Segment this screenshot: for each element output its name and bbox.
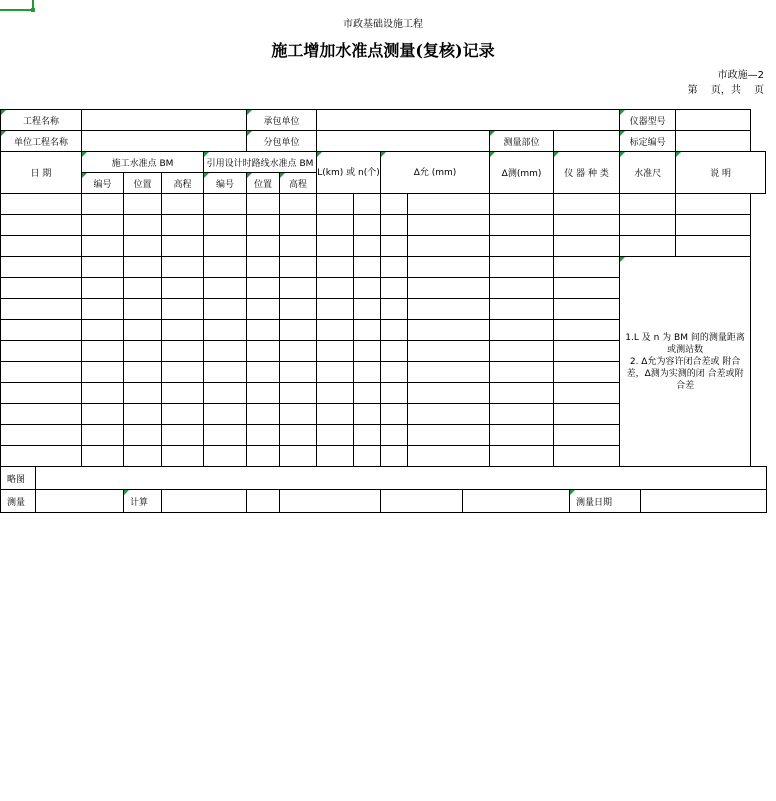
data-cell[interactable] xyxy=(162,215,204,236)
data-cell[interactable] xyxy=(554,404,620,425)
instrument-model-value[interactable] xyxy=(676,110,751,131)
design-bm-header: 引用设计时路线水准点 BM xyxy=(204,152,317,173)
table-row xyxy=(1,194,766,215)
data-cell[interactable] xyxy=(280,425,317,446)
remarks-cell[interactable] xyxy=(676,215,751,236)
data-cell[interactable] xyxy=(381,236,408,257)
data-cell[interactable] xyxy=(408,194,490,215)
data-cell[interactable] xyxy=(490,383,554,404)
data-cell[interactable] xyxy=(381,320,408,341)
remarks-cell[interactable] xyxy=(620,194,676,215)
table-row xyxy=(1,257,766,278)
subcontractor-value[interactable] xyxy=(317,131,490,152)
data-cell[interactable] xyxy=(354,299,381,320)
data-cell[interactable] xyxy=(490,425,554,446)
data-cell[interactable] xyxy=(317,425,354,446)
data-cell[interactable] xyxy=(162,341,204,362)
data-cell[interactable] xyxy=(162,362,204,383)
sketch-label: 略图 xyxy=(1,467,36,490)
data-cell[interactable] xyxy=(381,425,408,446)
data-cell[interactable] xyxy=(354,320,381,341)
data-cell[interactable] xyxy=(354,257,381,278)
data-cell[interactable] xyxy=(1,215,82,236)
data-cell[interactable] xyxy=(554,299,620,320)
data-cell[interactable] xyxy=(204,299,247,320)
data-cell[interactable] xyxy=(82,362,124,383)
calculator-label: 计算 xyxy=(124,490,162,513)
data-cell[interactable] xyxy=(280,320,317,341)
sketch-row xyxy=(1,467,767,490)
data-cell[interactable] xyxy=(408,278,490,299)
data-cell[interactable] xyxy=(204,404,247,425)
data-cell[interactable] xyxy=(381,341,408,362)
data-cell[interactable] xyxy=(162,425,204,446)
data-cell[interactable] xyxy=(408,236,490,257)
data-cell[interactable] xyxy=(381,404,408,425)
data-cell[interactable] xyxy=(381,446,408,467)
data-cell[interactable] xyxy=(408,404,490,425)
data-cell[interactable] xyxy=(317,404,354,425)
data-cell[interactable] xyxy=(554,236,620,257)
data-cell[interactable] xyxy=(490,446,554,467)
blank-cell-1[interactable] xyxy=(247,490,280,513)
data-cell[interactable] xyxy=(162,383,204,404)
data-cell[interactable] xyxy=(317,278,354,299)
data-cell[interactable] xyxy=(204,257,247,278)
data-cell[interactable] xyxy=(162,236,204,257)
data-cell[interactable] xyxy=(490,320,554,341)
data-cell[interactable] xyxy=(1,404,82,425)
data-cell[interactable] xyxy=(162,257,204,278)
construction-bm-header: 施工水准点 BM xyxy=(82,152,204,173)
data-cell[interactable] xyxy=(317,257,354,278)
blank-cell-2[interactable] xyxy=(280,490,381,513)
data-cell[interactable] xyxy=(1,425,82,446)
data-cell[interactable] xyxy=(247,236,280,257)
data-cell[interactable] xyxy=(381,194,408,215)
data-cell[interactable] xyxy=(247,257,280,278)
data-cell[interactable] xyxy=(554,383,620,404)
data-cell[interactable] xyxy=(408,341,490,362)
data-cell[interactable] xyxy=(490,404,554,425)
design-bm-number-header: 编号 xyxy=(204,173,247,194)
data-cell[interactable] xyxy=(490,341,554,362)
data-cell[interactable] xyxy=(354,446,381,467)
remarks-note-line-2: 2. Δ允为容许闭合差或 附合差，Δ测为实测的闭 合差或附合差 xyxy=(626,356,744,391)
data-cell[interactable] xyxy=(247,320,280,341)
instrument-type-header: 仪 器 种 类 xyxy=(554,152,620,194)
table-row xyxy=(1,215,766,236)
calculator-value[interactable] xyxy=(162,490,247,513)
data-cell[interactable] xyxy=(82,215,124,236)
data-cell[interactable] xyxy=(247,362,280,383)
info-row-1 xyxy=(1,110,766,131)
calibration-no-label: 标定编号 xyxy=(620,131,676,152)
data-cell[interactable] xyxy=(280,362,317,383)
unit-project-name-label: 单位工程名称 xyxy=(1,131,82,152)
data-cell[interactable] xyxy=(247,194,280,215)
data-cell[interactable] xyxy=(354,341,381,362)
data-cell[interactable] xyxy=(280,446,317,467)
data-cell[interactable] xyxy=(354,194,381,215)
record-table xyxy=(0,109,766,467)
survey-date-value[interactable] xyxy=(641,490,767,513)
survey-date-label: 测量日期 xyxy=(570,490,641,513)
data-cell[interactable] xyxy=(204,320,247,341)
data-cell[interactable] xyxy=(280,257,317,278)
data-cell[interactable] xyxy=(554,341,620,362)
data-cell[interactable] xyxy=(317,320,354,341)
data-cell[interactable] xyxy=(247,215,280,236)
data-cell[interactable] xyxy=(1,278,82,299)
data-cell[interactable] xyxy=(490,215,554,236)
data-cell[interactable] xyxy=(247,278,280,299)
data-cell[interactable] xyxy=(554,362,620,383)
cell-selection-indicator[interactable] xyxy=(0,0,34,11)
design-bm-position-header: 位置 xyxy=(247,173,280,194)
data-cell[interactable] xyxy=(354,215,381,236)
data-cell[interactable] xyxy=(162,404,204,425)
data-cell[interactable] xyxy=(381,257,408,278)
data-cell[interactable] xyxy=(280,278,317,299)
data-cell[interactable] xyxy=(490,299,554,320)
data-cell[interactable] xyxy=(82,446,124,467)
data-cell[interactable] xyxy=(204,194,247,215)
data-cell[interactable] xyxy=(554,425,620,446)
data-cell[interactable] xyxy=(247,299,280,320)
data-cell[interactable] xyxy=(124,215,162,236)
data-cell[interactable] xyxy=(204,236,247,257)
data-cell[interactable] xyxy=(204,362,247,383)
construction-bm-elevation-header: 高程 xyxy=(162,173,204,194)
data-cell[interactable] xyxy=(317,194,354,215)
data-cell[interactable] xyxy=(82,320,124,341)
data-cell[interactable] xyxy=(554,320,620,341)
data-cell[interactable] xyxy=(204,425,247,446)
table-row xyxy=(1,236,766,257)
data-cell[interactable] xyxy=(247,404,280,425)
data-cell[interactable] xyxy=(204,341,247,362)
design-bm-elevation-header: 高程 xyxy=(280,173,317,194)
data-cell[interactable] xyxy=(408,446,490,467)
data-cell[interactable] xyxy=(280,383,317,404)
data-cell[interactable] xyxy=(354,383,381,404)
data-cell[interactable] xyxy=(204,215,247,236)
leveling-rod-header: 水准尺 xyxy=(620,152,676,194)
contractor-value[interactable] xyxy=(317,110,620,131)
data-cell[interactable] xyxy=(280,404,317,425)
data-cell[interactable] xyxy=(247,341,280,362)
data-cell[interactable] xyxy=(280,215,317,236)
data-cell[interactable] xyxy=(408,383,490,404)
data-cell[interactable] xyxy=(124,425,162,446)
data-cell[interactable] xyxy=(381,215,408,236)
data-cell[interactable] xyxy=(162,299,204,320)
data-cell[interactable] xyxy=(162,278,204,299)
subcontractor-label: 分包单位 xyxy=(247,131,317,152)
data-cell[interactable] xyxy=(280,194,317,215)
remarks-cell[interactable] xyxy=(676,194,751,215)
remarks-cell[interactable] xyxy=(620,215,676,236)
data-cell[interactable] xyxy=(247,446,280,467)
survey-part-value[interactable] xyxy=(554,131,620,152)
data-cell[interactable] xyxy=(490,362,554,383)
sketch-area[interactable] xyxy=(36,467,767,490)
data-cell[interactable] xyxy=(204,446,247,467)
page-title: 施工增加水准点测量(复核)记录 xyxy=(271,41,495,60)
data-cell[interactable] xyxy=(317,236,354,257)
data-cell[interactable] xyxy=(162,446,204,467)
data-cell[interactable] xyxy=(1,257,82,278)
data-cell[interactable] xyxy=(82,299,124,320)
data-cell[interactable] xyxy=(247,383,280,404)
remarks-cell[interactable] xyxy=(676,236,751,257)
data-cell[interactable] xyxy=(82,236,124,257)
data-cell[interactable] xyxy=(124,278,162,299)
data-cell[interactable] xyxy=(490,257,554,278)
data-cell[interactable] xyxy=(354,404,381,425)
data-cell[interactable] xyxy=(82,383,124,404)
data-cell[interactable] xyxy=(317,446,354,467)
data-cell[interactable] xyxy=(408,425,490,446)
data-cell[interactable] xyxy=(124,299,162,320)
data-cell[interactable] xyxy=(124,404,162,425)
data-cell[interactable] xyxy=(354,425,381,446)
date-header: 日 期 xyxy=(1,152,82,194)
data-cell[interactable] xyxy=(381,362,408,383)
data-cell[interactable] xyxy=(1,320,82,341)
data-cell[interactable] xyxy=(490,236,554,257)
data-cell[interactable] xyxy=(82,278,124,299)
data-cell[interactable] xyxy=(1,446,82,467)
remarks-cell[interactable] xyxy=(620,236,676,257)
data-cell[interactable] xyxy=(82,341,124,362)
info-row-2 xyxy=(1,131,766,152)
instrument-model-label: 仪器型号 xyxy=(620,110,676,131)
data-cell[interactable] xyxy=(408,215,490,236)
data-cell[interactable] xyxy=(162,320,204,341)
blank-cell-3[interactable] xyxy=(381,490,463,513)
unit-project-name-value[interactable] xyxy=(82,131,247,152)
data-cell[interactable] xyxy=(354,362,381,383)
remarks-header: 说 明 xyxy=(676,152,766,194)
data-cell[interactable] xyxy=(1,299,82,320)
surveyor-label: 测量 xyxy=(1,490,36,513)
data-cell[interactable] xyxy=(1,236,82,257)
data-cell[interactable] xyxy=(124,383,162,404)
form-number: 市政施—2 xyxy=(717,70,764,81)
data-cell[interactable] xyxy=(317,341,354,362)
survey-part-label: 测量部位 xyxy=(490,131,554,152)
data-cell[interactable] xyxy=(247,425,280,446)
signature-row xyxy=(1,490,767,513)
contractor-label: 承包单位 xyxy=(247,110,317,131)
data-cell[interactable] xyxy=(381,383,408,404)
delta-measured-header: Δ测(mm) xyxy=(490,152,554,194)
project-name-value[interactable] xyxy=(82,110,247,131)
column-header-row-1 xyxy=(1,152,766,173)
data-cell[interactable] xyxy=(1,194,82,215)
data-cell[interactable] xyxy=(124,236,162,257)
data-cell[interactable] xyxy=(490,278,554,299)
data-cell[interactable] xyxy=(124,194,162,215)
data-cell[interactable] xyxy=(381,278,408,299)
data-cell[interactable] xyxy=(124,341,162,362)
footer-table xyxy=(0,466,767,513)
data-cell[interactable] xyxy=(554,194,620,215)
surveyor-value[interactable] xyxy=(36,490,124,513)
remarks-note-line-1: 1.L 及 n 为 BM 间的测量距离或测站数 xyxy=(625,332,745,355)
data-cell[interactable] xyxy=(554,446,620,467)
data-cell[interactable] xyxy=(1,383,82,404)
data-cell[interactable] xyxy=(317,362,354,383)
data-cell[interactable] xyxy=(204,278,247,299)
data-cell[interactable] xyxy=(280,299,317,320)
data-cell[interactable] xyxy=(408,320,490,341)
data-cell[interactable] xyxy=(354,278,381,299)
data-cell[interactable] xyxy=(204,383,247,404)
remarks-note xyxy=(620,257,751,467)
data-cell[interactable] xyxy=(124,446,162,467)
data-cell[interactable] xyxy=(408,299,490,320)
data-cell[interactable] xyxy=(1,362,82,383)
data-rows xyxy=(1,194,766,467)
data-cell[interactable] xyxy=(1,341,82,362)
data-cell[interactable] xyxy=(280,236,317,257)
blank-cell-4[interactable] xyxy=(463,490,570,513)
data-cell[interactable] xyxy=(124,320,162,341)
data-cell[interactable] xyxy=(317,383,354,404)
data-cell[interactable] xyxy=(354,236,381,257)
data-cell[interactable] xyxy=(554,257,620,278)
construction-bm-number-header: 编号 xyxy=(82,173,124,194)
data-cell[interactable] xyxy=(317,299,354,320)
construction-bm-position-header: 位置 xyxy=(124,173,162,194)
form-caption: 市政基础设施工程 xyxy=(343,19,423,30)
data-cell[interactable] xyxy=(82,194,124,215)
data-cell[interactable] xyxy=(82,404,124,425)
data-cell[interactable] xyxy=(490,194,554,215)
project-name-label: 工程名称 xyxy=(1,110,82,131)
data-cell[interactable] xyxy=(124,362,162,383)
data-cell[interactable] xyxy=(554,278,620,299)
data-cell[interactable] xyxy=(162,194,204,215)
page-info: 第 页，共 页 xyxy=(687,85,764,96)
data-cell[interactable] xyxy=(124,257,162,278)
data-cell[interactable] xyxy=(82,257,124,278)
data-cell[interactable] xyxy=(554,215,620,236)
delta-allow-header: Δ允 (mm) xyxy=(381,152,490,194)
data-cell[interactable] xyxy=(381,299,408,320)
data-cell[interactable] xyxy=(408,257,490,278)
data-cell[interactable] xyxy=(82,425,124,446)
data-cell[interactable] xyxy=(317,215,354,236)
distance-header: L(km) 或 n(个) xyxy=(317,152,381,194)
data-cell[interactable] xyxy=(280,341,317,362)
calibration-no-value[interactable] xyxy=(676,131,751,152)
data-cell[interactable] xyxy=(408,362,490,383)
